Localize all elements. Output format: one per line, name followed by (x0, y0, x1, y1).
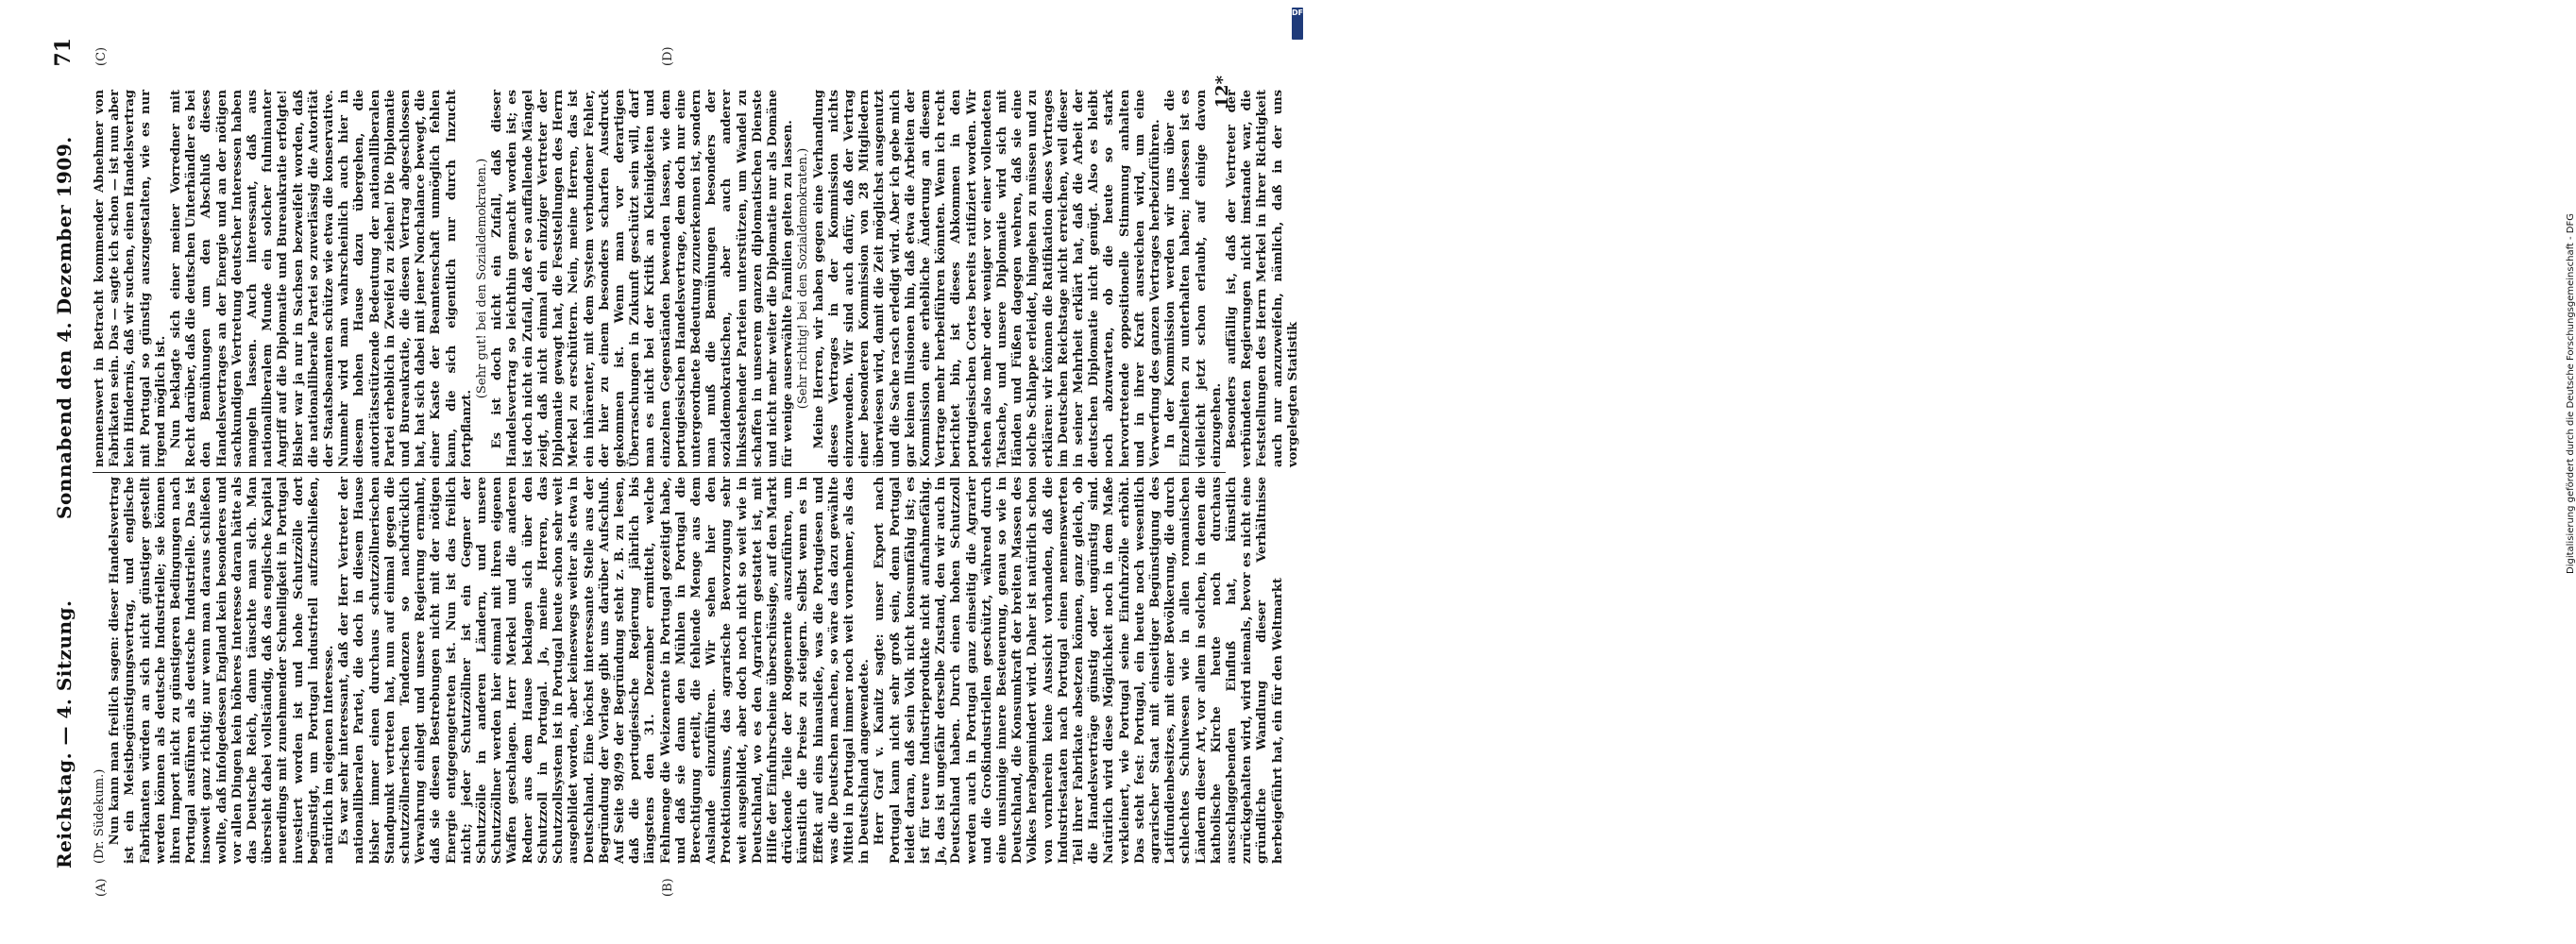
paragraph: Es ist doch nicht ein Zufall, daß dieser Handelsvertrag so leichthin gemacht worden ist; es ist doch nicht ein Zufall, daß er so auffallende Mängel zeigt, daß nicht einmal ein einziger Vertreter der Diplomatie gewagt hat, die Feststellungen des Herrn Merkel zu erschüttern. Nein, meine Herren, das ist ein inhärenter, mit dem System verbundener Fehler, der hier zu einem besonders scharfen Ausdruck gekommen ist. Wenn man vor derartigen Überraschungen in Zukunft geschützt sein will, darf man es nicht bei der Kritik an Kleinigkeiten und einzelnen Gegenständen bewenden lassen, wie dem portugiesischen Handelsvertrage, dem doch nur eine untergeordnete Bedeutung zuzuerkennen ist, sondern man muß die Bemühungen besonders der sozialdemokratischen, aber auch anderer linksstehender Parteien unterstützen, um Wandel zu schaffen in unserem ganzen diplomatischen Dienste und nicht mehr weiter die Diplomatie nur als Domäne für wenige auserwählte Familien gelten zu lassen. (490, 90, 796, 467)
page-header (45, 38, 83, 868)
paragraph: Nun beklagte sich einer meiner Vorredner mit Recht darüber, daß die deutschen Unterhändler es bei den Bemühungen um den Abschluß dieses Handelsvertrages an der Energie und an der nötigen sachkundigen Vertretung deutscher Interessen haben mangeln lassen. Auch interessant, daß aus nationalliberalem Munde ein solcher fulminanter Angriff auf die Diplomatie und Bureaukratie erfolgte! Bisher war ja nur in Sachsen bezweifelt worden, daß die nationalliberale Partei so zuverlässig die Autorität der Staatsbeamten schütze wie etwa die konservative. Nunmehr wird man wahrscheinlich auch hier in diesem hohen Hause dazu übergehen, die autoritätsstützende Bedeutung der nationalliberalen Partei erheblich in Zweifel zu ziehen! Die Diplomatie und Bureaukratie, die diesen Vertrag abgeschlossen hat, hat sich dabei mit jener Nonchalance bewegt, die einer Kaste der Beamtenschaft unmöglich fehlen kann, die sich eigentlich nur durch Inzucht fortpflanzt. (169, 90, 474, 467)
sheet-signature: 12* (1212, 76, 1232, 109)
digitization-credit (1278, 8, 2576, 944)
page-number: 71 (51, 38, 76, 67)
margin-mark-c: (C) (94, 46, 109, 66)
paragraph: Herr Graf v. Kanitz sagte: unser Export nach Portugal kann nicht sehr groß sein, denn Portugal leidet daran, daß sein Volk nicht konsumfähig ist; es ist für teure Industrieprodukte nicht aufnahmefähig. Ja, das ist ungefähr derselbe Zustand, den wir auch in Deutschland haben. Durch einen hohen Schutzzoll werden auch in Portugal ganz einseitig die Agrarier und die Großindustriellen geschützt, während durch eine unsinnige innere Besteuerung, genau so wie in Deutschland, die Konsumkraft der breiten Massen des Volkes herabgemindert wird. Daher ist natürlich schon von vornherein keine Aussicht vorhanden, daß die Industriestaaten nach Portugal einen nennenswerten Teil ihrer Fabrikate absetzen können, ganz gleich, ob die Handelsverträge günstig oder ungünstig sind. Natürlich wird diese Möglichkeit noch in dem Maße verkleinert, wie Portugal seine Einfuhrzölle erhöht. Das steht fest: Portugal, ein heute noch wesentlich agrarischer Staat mit einseitiger Begünstigung des Latifundienbesitzes, mit einer Bevölkerung, die durch schlechtes Schulwesen wie in allen romanischen Ländern dieser Art, vor allem in solchen, in denen die katholische Kirche heute noch durchaus ausschlaggebenden Einfluß hat, künstlich zurückgehalten wird, wird niemals, bevor es nicht eine gründliche Wandlung dieser Verhältnisse herbeigeführt hat, ein für den Weltmarkt (873, 477, 1285, 864)
digitization-credit-text: Digitalisierung gefördert durch die Deutsche Forschungsgemeinschaft - DFG (2566, 212, 2576, 574)
document-page (38, 0, 1300, 944)
paragraph: Meine Herren, wir haben gegen eine Verhandlung dieses Vertrages in der Kommission nichts einzuwenden. Wir sind auch dafür, daß der Vertrag einer besonderen Kommission von 28 Mitgliedern überwiesen wird, damit die Zeit möglichst ausgenutzt und die Sache rasch erledigt wird. Aber ich gebe mich gar keinen Illusionen hin, daß etwa die Arbeiten der Kommission eine erhebliche Änderung an diesem Vertrage mehr herbeiführen könnten. Wenn ich recht berichtet bin, ist dieses Abkommen in den portugiesischen Cortes bereits ratifiziert worden. Wir stehen also mehr oder weniger vor einer vollendeten Tatsache, und unsere Diplomatie wird sich mit Händen und Füßen dagegen wehren, daß sie eine solche Schlappe erleidet, hingehen zu müssen und zu erklären: wir können die Ratifikation dieses Vertrages im Deutschen Reichstage nicht erreichen, weil dieser in seiner Mehrheit erklärt hat, daß die Arbeit der deutschen Diplomatie nicht genügt. Also es bleibt noch abzuwarten, ob die heute so stark hervortretende oppositionelle Stimmung anhalten und in ihrer Kraft ausreichen wird, um eine Verwerfung des ganzen Vertrages herbeizuführen. (811, 90, 1163, 467)
interjection: (Sehr gut! bei den Sozialdemokraten.) (475, 158, 490, 399)
header-date: Sonnabend den 4. Dezember 1909. (53, 136, 76, 519)
speaker-label: (Dr. Südekum.) (93, 768, 107, 864)
paragraph: Nun kann man freilich sagen: dieser Handelsvertrag ist ein Meistbegünstigungsvertrag, und englische Fabrikanten würden an sich nicht günstiger gestellt werden können als deutsche Industrielle; sie können ihren Import nicht zu günstigeren Bedingungen nach Portugal ausführen als deutsche Industrielle. Das ist insoweit ganz richtig; nur wenn man daraus schließen wollte, daß infolgedessen England kein besonderes und vor allen Dingen kein höheres Interesse daran hätte als das Deutsche Reich, dann täuschte man sich. Man übersieht dabei vollständig, daß das englische Kapital neuerdings mit zunehmender Schnelligkeit in Portugal investiert worden ist und hohe Schutzzölle dort begünstigt, um Portugal industriell aufzuschließen, natürlich im eigenen Interesse. (108, 477, 337, 864)
paragraph: nennenswert in Betracht kommender Abnehmer von Fabrikaten sein. Das — sagte ich schon — ist nun aber kein Hindernis, daß wir suchen, einen Handelsvertrag mit Portugal so günstig auszugestalten, wie es nur irgend möglich ist. (93, 90, 168, 467)
margin-mark-a: (A) (94, 878, 109, 897)
left-column (93, 477, 1285, 864)
margin-mark-d: (D) (661, 46, 675, 66)
paragraph: In der Kommission werden wir uns über die Einzelheiten zu unterhalten haben; indessen ist es vielleicht jetzt schon erlaubt, auf einige davon einzugehen. (1163, 90, 1224, 467)
header-session: Reichstag. — 4. Sitzung. (53, 599, 76, 868)
paragraph: Besonders auffällig ist, daß der Vertreter der verbündeten Regierungen nicht imstande war, die Feststellungen des Herrn Merkel in ihrer Richtigkeit auch nur anzuzweifeln, nämlich, daß in der uns vorgelegten Statistik (1225, 90, 1300, 467)
margin-mark-b: (B) (661, 878, 675, 897)
paragraph: Es war sehr interessant, daß der Herr Vertreter der nationalliberalen Partei, die doch in diesem Hause bisher immer einen durchaus schutzzöllnerischen Standpunkt vertreten hat, nun auf einmal gegen die schutzzöllnerischen Tendenzen so nachdrücklich Verwahrung einlegt und unsere Regierung ermahnt, daß sie diesen Bestrebungen nicht mit der nötigen Energie entgegengetreten ist. Nun ist das freilich nicht; jeder Schutzzöllner ist ein Gegner der Schutzzölle in anderen Ländern, und unsere Schutzzöllner werden hier einmal mit ihren eigenen Waffen geschlagen. Herr Merkel und die anderen Redner aus dem Hause beklagen sich über den Schutzzoll in Portugal. Ja, meine Herren, das Schutzzollsystem ist in Portugal heute schon sehr weit ausgebildet worden, aber keineswegs weiter als etwa in Deutschland. Eine höchst interessante Stelle aus der Begründung der Vorlage gibt uns darüber Aufschluß. Auf Seite 98/99 der Begründung steht z. B. zu lesen, daß die portugiesische Regierung jährlich bis längstens den 31. Dezember ermittelt, welche Fehlmenge die Weizenernte in Portugal gezeitigt habe, und daß sie dann den Mühlen in Portugal die Berechtigung erteilt, die fehlende Menge aus dem Auslande einzuführen. Wir sehen hier den Protektionismus, das agrarische Bevorzugung sehr weit ausgebildet, aber doch noch nicht so weit wie in Deutschland, wo es den Agrariern gestattet ist, mit Hilfe der Einfuhrscheine überschüssige, auf den Markt drückende Teile der Roggenernte auszuführen, um künstlich die Preise zu steigern. Selbst wenn es in Effekt auf eins hinausliefe, was die Portugiesen und was die Deutschen machen, so wäre das dazu gewählte Mittel in Portugal immer noch weit vornehmer, als das in Deutschland angewendete. (337, 477, 873, 864)
interjection: (Sehr richtig! bei den Sozialdemokraten.) (796, 147, 811, 410)
column-divider (93, 472, 1226, 473)
right-column (93, 90, 1300, 467)
dfg-logo: DFG (1292, 8, 1303, 40)
